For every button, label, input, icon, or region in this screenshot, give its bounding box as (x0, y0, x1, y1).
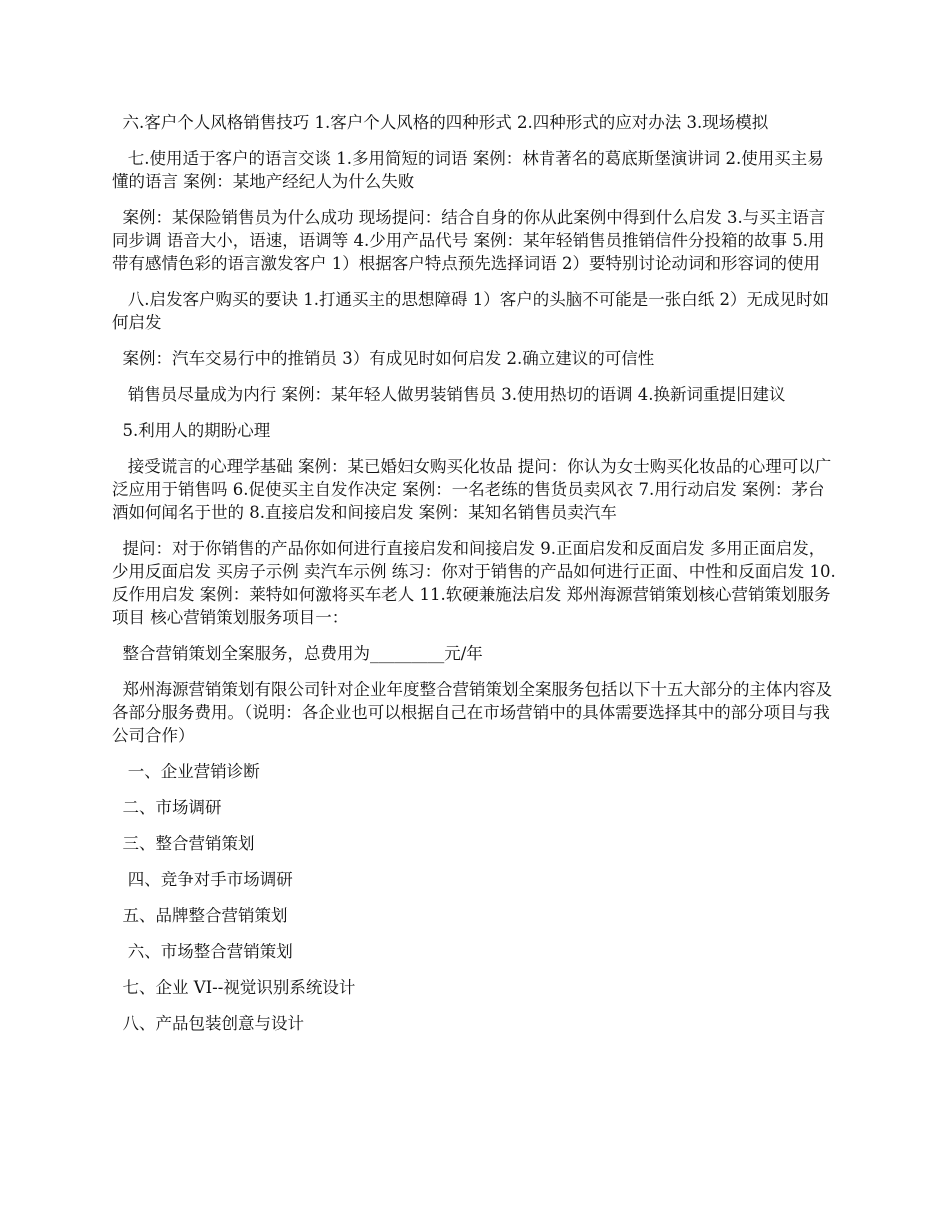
list-item: 四、竞争对手市场调研 (112, 870, 293, 889)
paragraph-expectation-psychology: 5.利用人的期盼心理 (112, 421, 271, 440)
list-item: 一、企业营销诊断 (112, 762, 260, 781)
list-item: 六、市场整合营销策划 (112, 942, 293, 961)
paragraph-salesperson-expert: 销售员尽量成为内行 案例：某年轻人做男装销售员 3.使用热切的语调 4.换新词重提旧建议 (112, 385, 786, 404)
paragraph-car-dealer-case: 案例：汽车交易行中的推销员 3）有成见时如何启发 2.确立建议的可信性 (112, 349, 655, 368)
paragraph-insurance-case: 案例：某保险销售员为什么成功 现场提问：结合自身的你从此案例中得到什么启发 3.与买主语言同步调 语音大小，语速，语调等 4.少用产品代号 案例：某年轻销售员推销信件分投箱的故事 5.用带有感情色彩的语言激发客户 1）根据客户特点预先选择词语 2）要特别讨论动词和形容词的使用 (112, 208, 826, 273)
service-list (112, 760, 840, 1035)
list-item: 五、品牌整合营销策划 (112, 906, 288, 925)
paragraph-company-intro: 郑州海源营销策划有限公司针对企业年度整合营销策划全案服务包括以下十五大部分的主体内容及各部分服务费用。（说明：各企业也可以根据自己在市场营销中的具体需要选择其中的部分项目与我公司合作） (112, 680, 832, 745)
paragraph-lie-psychology: 接受谎言的心理学基础 案例：某已婚妇女购买化妆品 提问：你认为女士购买化妆品的心理可以广泛应用于销售吗 6.促使买主自发作决定 案例：一名老练的售货员卖风衣 7.用行动启发 案例：茅台酒如何闻名于世的 8.直接启发和间接启发 案例：某知名销售员卖汽车 (112, 457, 832, 522)
list-item: 八、产品包装创意与设计 (112, 1014, 304, 1033)
list-item: 二、市场调研 (112, 798, 222, 817)
document-body (112, 111, 840, 1048)
list-item: 三、整合营销策划 (112, 834, 255, 853)
list-item: 七、企业 VI--视觉识别系统设计 (112, 978, 356, 997)
paragraph-total-fee: 整合营销策划全案服务，总费用为_________元/年 (112, 644, 483, 663)
paragraph-section-7: 七.使用适于客户的语言交谈 1.多用简短的词语 案例：林肯著名的葛底斯堡演讲词 2.使用买主易懂的语言 案例：某地产经纪人为什么失败 (112, 149, 824, 191)
paragraph-section-6: 六.客户个人风格销售技巧 1.客户个人风格的四种形式 2.四种形式的应对办法 3.现场模拟 (112, 113, 769, 132)
paragraph-question-direct-indirect: 提问：对于你销售的产品你如何进行直接启发和间接启发 9.正面启发和反面启发 多用正面启发，少用反面启发 买房子示例 卖汽车示例 练习：你对于销售的产品如何进行正面、中性和反面启发 10.反作用启发 案例：莱特如何激将买车老人 11.软硬兼施法启发 郑州海源营销策划核心营销策划服务项目 核心营销策划服务项目一： (112, 539, 836, 627)
paragraph-section-8: 八.启发客户购买的要诀 1.打通买主的思想障碍 1）客户的头脑不可能是一张白纸 2）无成见时如何启发 (112, 290, 829, 332)
